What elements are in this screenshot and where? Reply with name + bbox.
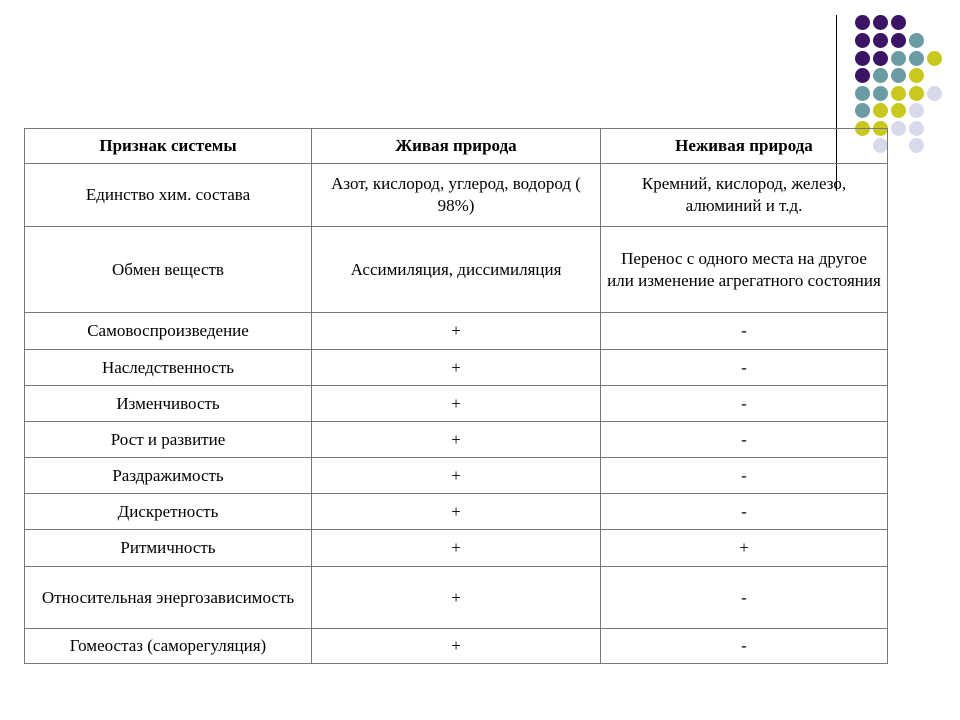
table-cell: - bbox=[601, 494, 888, 530]
table-cell: Гомеостаз (саморегуляция) bbox=[25, 629, 312, 664]
dot-purple bbox=[873, 33, 888, 48]
dot-teal bbox=[891, 51, 906, 66]
dot-purple bbox=[891, 15, 906, 30]
dot-purple bbox=[891, 33, 906, 48]
table-cell: + bbox=[312, 530, 601, 567]
comparison-table bbox=[24, 128, 888, 664]
table-cell: + bbox=[312, 386, 601, 422]
table-cell: + bbox=[312, 458, 601, 494]
dot-purple bbox=[855, 51, 870, 66]
table-cell: + bbox=[312, 313, 601, 350]
dot-yellow bbox=[909, 86, 924, 101]
table-cell: - bbox=[601, 386, 888, 422]
table-row bbox=[25, 629, 888, 664]
dot-purple bbox=[855, 15, 870, 30]
table-cell: - bbox=[601, 313, 888, 350]
table-cell: Перенос с одного места на другое или изменение агрегатного состояния bbox=[601, 227, 888, 313]
dot-purple bbox=[873, 15, 888, 30]
dot-yellow bbox=[891, 103, 906, 118]
table-row bbox=[25, 350, 888, 386]
table-row bbox=[25, 227, 888, 313]
dot-teal bbox=[909, 51, 924, 66]
table-row bbox=[25, 164, 888, 227]
table-row bbox=[25, 567, 888, 629]
table-cell: Кремний, кислород, железо, алюминий и т.д. bbox=[601, 164, 888, 227]
table-cell: - bbox=[601, 458, 888, 494]
dot-teal bbox=[855, 86, 870, 101]
table-cell: - bbox=[601, 629, 888, 664]
dot-purple bbox=[855, 33, 870, 48]
dot-yellow bbox=[873, 103, 888, 118]
header-cell: Признак системы bbox=[25, 129, 312, 164]
table-cell: Единство хим. состава bbox=[25, 164, 312, 227]
dot-purple bbox=[855, 68, 870, 83]
table-cell: Ритмичность bbox=[25, 530, 312, 567]
dot-lavender bbox=[891, 121, 906, 136]
table-cell: - bbox=[601, 567, 888, 629]
dot-lavender bbox=[927, 86, 942, 101]
header-cell: Живая природа bbox=[312, 129, 601, 164]
dot-teal bbox=[891, 68, 906, 83]
table-row bbox=[25, 422, 888, 458]
table-cell: + bbox=[312, 629, 601, 664]
table-cell: Изменчивость bbox=[25, 386, 312, 422]
table-cell: + bbox=[601, 530, 888, 567]
table-cell: + bbox=[312, 350, 601, 386]
dot-purple bbox=[873, 51, 888, 66]
table-row bbox=[25, 386, 888, 422]
table-cell: Ассимиляция, диссимиляция bbox=[312, 227, 601, 313]
table-cell: Самовоспроизведение bbox=[25, 313, 312, 350]
table-row bbox=[25, 494, 888, 530]
table-cell: - bbox=[601, 422, 888, 458]
table-cell: Обмен веществ bbox=[25, 227, 312, 313]
dot-teal bbox=[909, 33, 924, 48]
table-row bbox=[25, 458, 888, 494]
dot-teal bbox=[855, 103, 870, 118]
table-cell: Раздражимость bbox=[25, 458, 312, 494]
dot-yellow bbox=[891, 86, 906, 101]
dot-lavender bbox=[909, 121, 924, 136]
dot-yellow bbox=[927, 51, 942, 66]
table-cell: - bbox=[601, 350, 888, 386]
table-cell: Относительная энергозависимость bbox=[25, 567, 312, 629]
table-cell: + bbox=[312, 567, 601, 629]
table-cell: Азот, кислород, углерод, водород ( 98%) bbox=[312, 164, 601, 227]
table-header-row bbox=[25, 129, 888, 164]
dot-yellow bbox=[909, 68, 924, 83]
dot-teal bbox=[873, 86, 888, 101]
table-row bbox=[25, 313, 888, 350]
table-cell: + bbox=[312, 494, 601, 530]
table-cell: + bbox=[312, 422, 601, 458]
dot-lavender bbox=[909, 103, 924, 118]
table-cell: Дискретность bbox=[25, 494, 312, 530]
header-cell: Неживая природа bbox=[601, 129, 888, 164]
table-cell: Наследственность bbox=[25, 350, 312, 386]
table-row bbox=[25, 530, 888, 567]
dot-teal bbox=[873, 68, 888, 83]
dot-lavender bbox=[909, 138, 924, 153]
table-cell: Рост и развитие bbox=[25, 422, 312, 458]
